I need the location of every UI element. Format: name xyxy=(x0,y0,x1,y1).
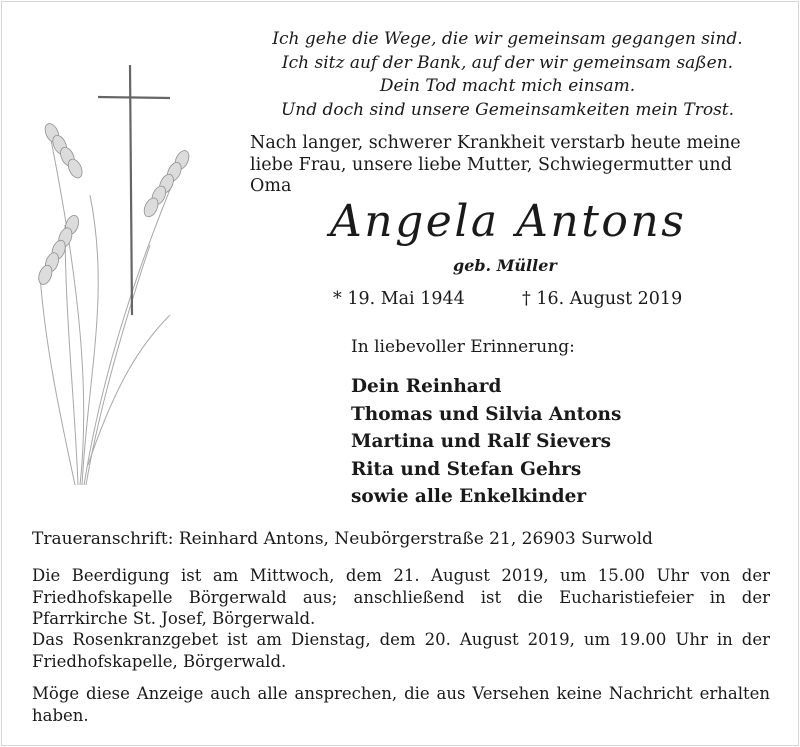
mourners-list xyxy=(351,373,621,511)
birth-date: * 19. Mai 1944 xyxy=(333,289,465,309)
mourner: Dein Reinhard xyxy=(351,376,502,397)
poem-line: Und doch sind unsere Gemeinsamkeiten mein Trost. xyxy=(280,99,735,120)
poem-line: Ich gehe die Wege, die wir gemeinsam gegangen sind. xyxy=(272,29,743,49)
mourner: Martina und Ralf Sievers xyxy=(351,431,611,452)
funeral-paragraph: Die Beerdigung ist am Mittwoch, dem 21. August 2019, um 15.00 Uhr von der Friedhofskapelle Börgerwald aus; anschließend ist die Eucharistiefeier in der Pfarrkirche St. Josef, Börgerwald. xyxy=(32,566,770,628)
wheat-ears xyxy=(36,119,191,289)
intro-line: Oma xyxy=(250,176,292,196)
mourner: Thomas und Silvia Antons xyxy=(351,403,622,425)
mourner: Rita und Stefan Gehrs xyxy=(351,458,582,480)
intro-text xyxy=(250,133,785,198)
poem xyxy=(240,28,775,122)
intro-line: Nach langer, schwerer Krankheit verstarb heute meine xyxy=(250,133,741,153)
notice-paragraph: Möge diese Anzeige auch alle ansprechen, die aus Versehen keine Nachricht erhalten haben. xyxy=(32,684,770,725)
memory-label: In liebevoller Erinnerung: xyxy=(351,337,575,357)
intro-line: liebe Frau, unsere liebe Mutter, Schwiegermutter und xyxy=(250,154,732,175)
mourning-address: Traueranschrift: Reinhard Antons, Neubörgerstraße 21, 26903 Surwold xyxy=(32,529,653,549)
maiden-name: geb. Müller xyxy=(453,256,557,275)
poem-line: Dein Tod macht mich einsam. xyxy=(379,76,636,96)
death-date: † 16. August 2019 xyxy=(522,289,683,309)
rosary-paragraph: Das Rosenkranzgebet ist am Dienstag, dem 20. August 2019, um 19.00 Uhr in der Friedhofskapelle, Börgerwald. xyxy=(32,630,770,671)
cross-wheat-illustration xyxy=(20,55,220,495)
deceased-name: Angela Antons xyxy=(330,196,687,247)
mourner: sowie alle Enkelkinder xyxy=(351,486,587,507)
poem-line: Ich sitz auf der Bank, auf der wir gemeinsam saßen. xyxy=(281,52,734,73)
